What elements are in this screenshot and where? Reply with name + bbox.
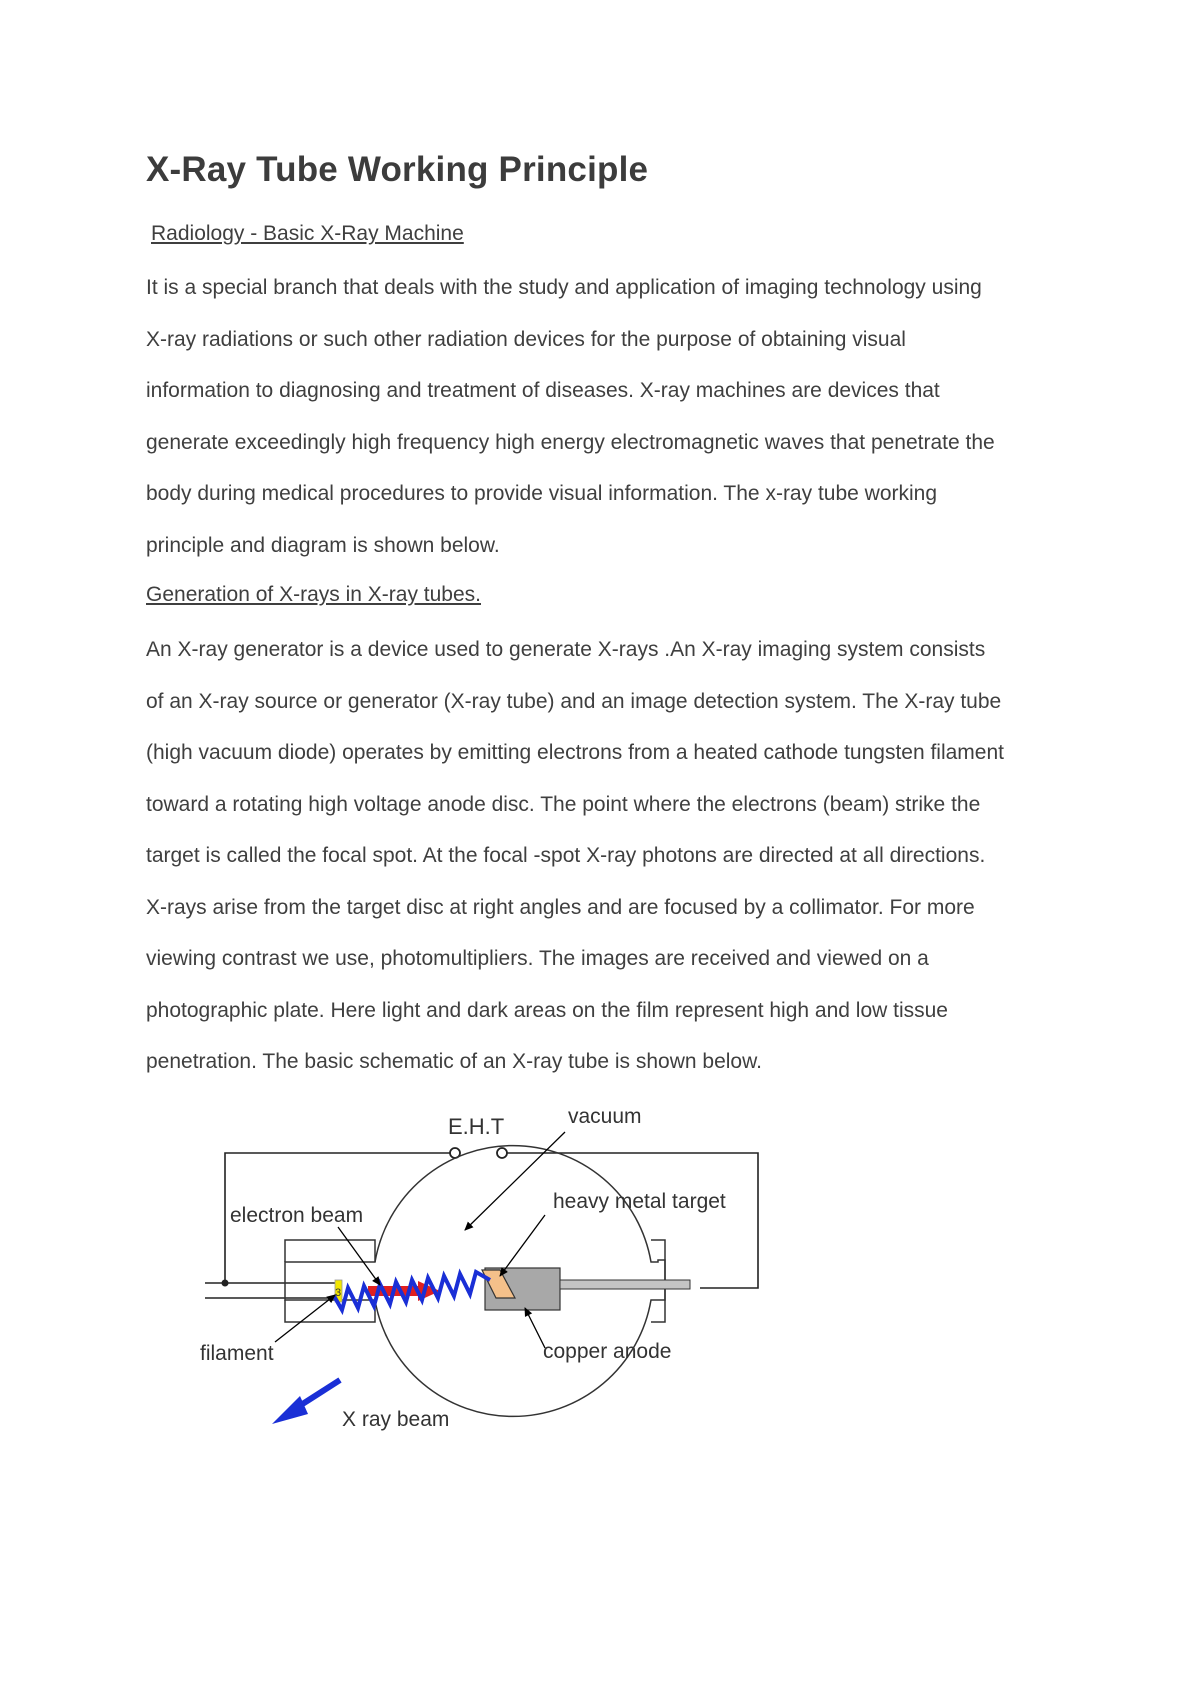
paragraph-line: of an X-ray source or generator (X-ray tube) and an image detection system. The X-ray tube [146,689,1002,713]
label-eht: E.H.T [448,1114,505,1139]
paragraph-line: It is a special branch that deals with the study and application of imaging technology using [146,276,982,299]
xray-beam-arrow [272,1380,340,1424]
subheading-radiology: Radiology - Basic X-Ray Machine [151,222,464,245]
filament-mark: 3 [334,1287,342,1299]
paragraph-line: viewing contrast we use, photomultipliers. The images are received and viewed on a [146,947,929,970]
paragraph-line: generate exceedingly high frequency high energy electromagnetic waves that penetrate the [146,430,995,454]
label-electron-beam: electron beam [230,1204,364,1227]
anode-rod [560,1280,690,1289]
paragraph-line: (high vacuum diode) operates by emitting electrons from a heated cathode tungsten filament [146,741,1004,764]
page-title: X-Ray Tube Working Principle [146,150,649,189]
paragraph-line: photographic plate. Here light and dark areas on the film represent high and low tissue [146,998,948,1022]
label-filament: filament [200,1342,274,1365]
label-copper-anode: copper anode [543,1340,672,1363]
paragraph-line: information to diagnosing and treatment of diseases. X-ray machines are devices that [146,379,940,402]
label-vacuum: vacuum [568,1105,642,1128]
paragraph-line: X-rays arise from the target disc at right angles and are focused by a collimator. For more [146,895,975,919]
paragraph-line: target is called the focal spot. At the focal -spot X-ray photons are directed at all directions. [146,844,986,867]
label-heavy-metal-target: heavy metal target [553,1190,726,1213]
eht-terminal-right [497,1148,507,1158]
xray-tube-diagram [190,1090,790,1450]
paragraph-intro [146,270,1076,579]
paragraph-line: X-ray radiations or such other radiation devices for the purpose of obtaining visual [146,327,906,351]
paragraph-line: body during medical procedures to provide visual information. The x-ray tube working [146,482,938,505]
paragraph-generation [146,632,1076,1096]
paragraph-line: toward a rotating high voltage anode disc. The point where the electrons (beam) strike the [146,792,981,816]
label-xray-beam: X ray beam [342,1408,450,1431]
cathode-neck-lower [285,1300,375,1322]
paragraph-line: An X-ray generator is a device used to generate X-rays .An X-ray imaging system consists [146,638,986,661]
paragraph-line: penetration. The basic schematic of an X-ray tube is shown below. [146,1050,762,1073]
subheading-generation: Generation of X-rays in X-ray tubes. [146,583,481,606]
wire-junction [222,1280,229,1287]
paragraph-line: principle and diagram is shown below. [146,533,500,557]
